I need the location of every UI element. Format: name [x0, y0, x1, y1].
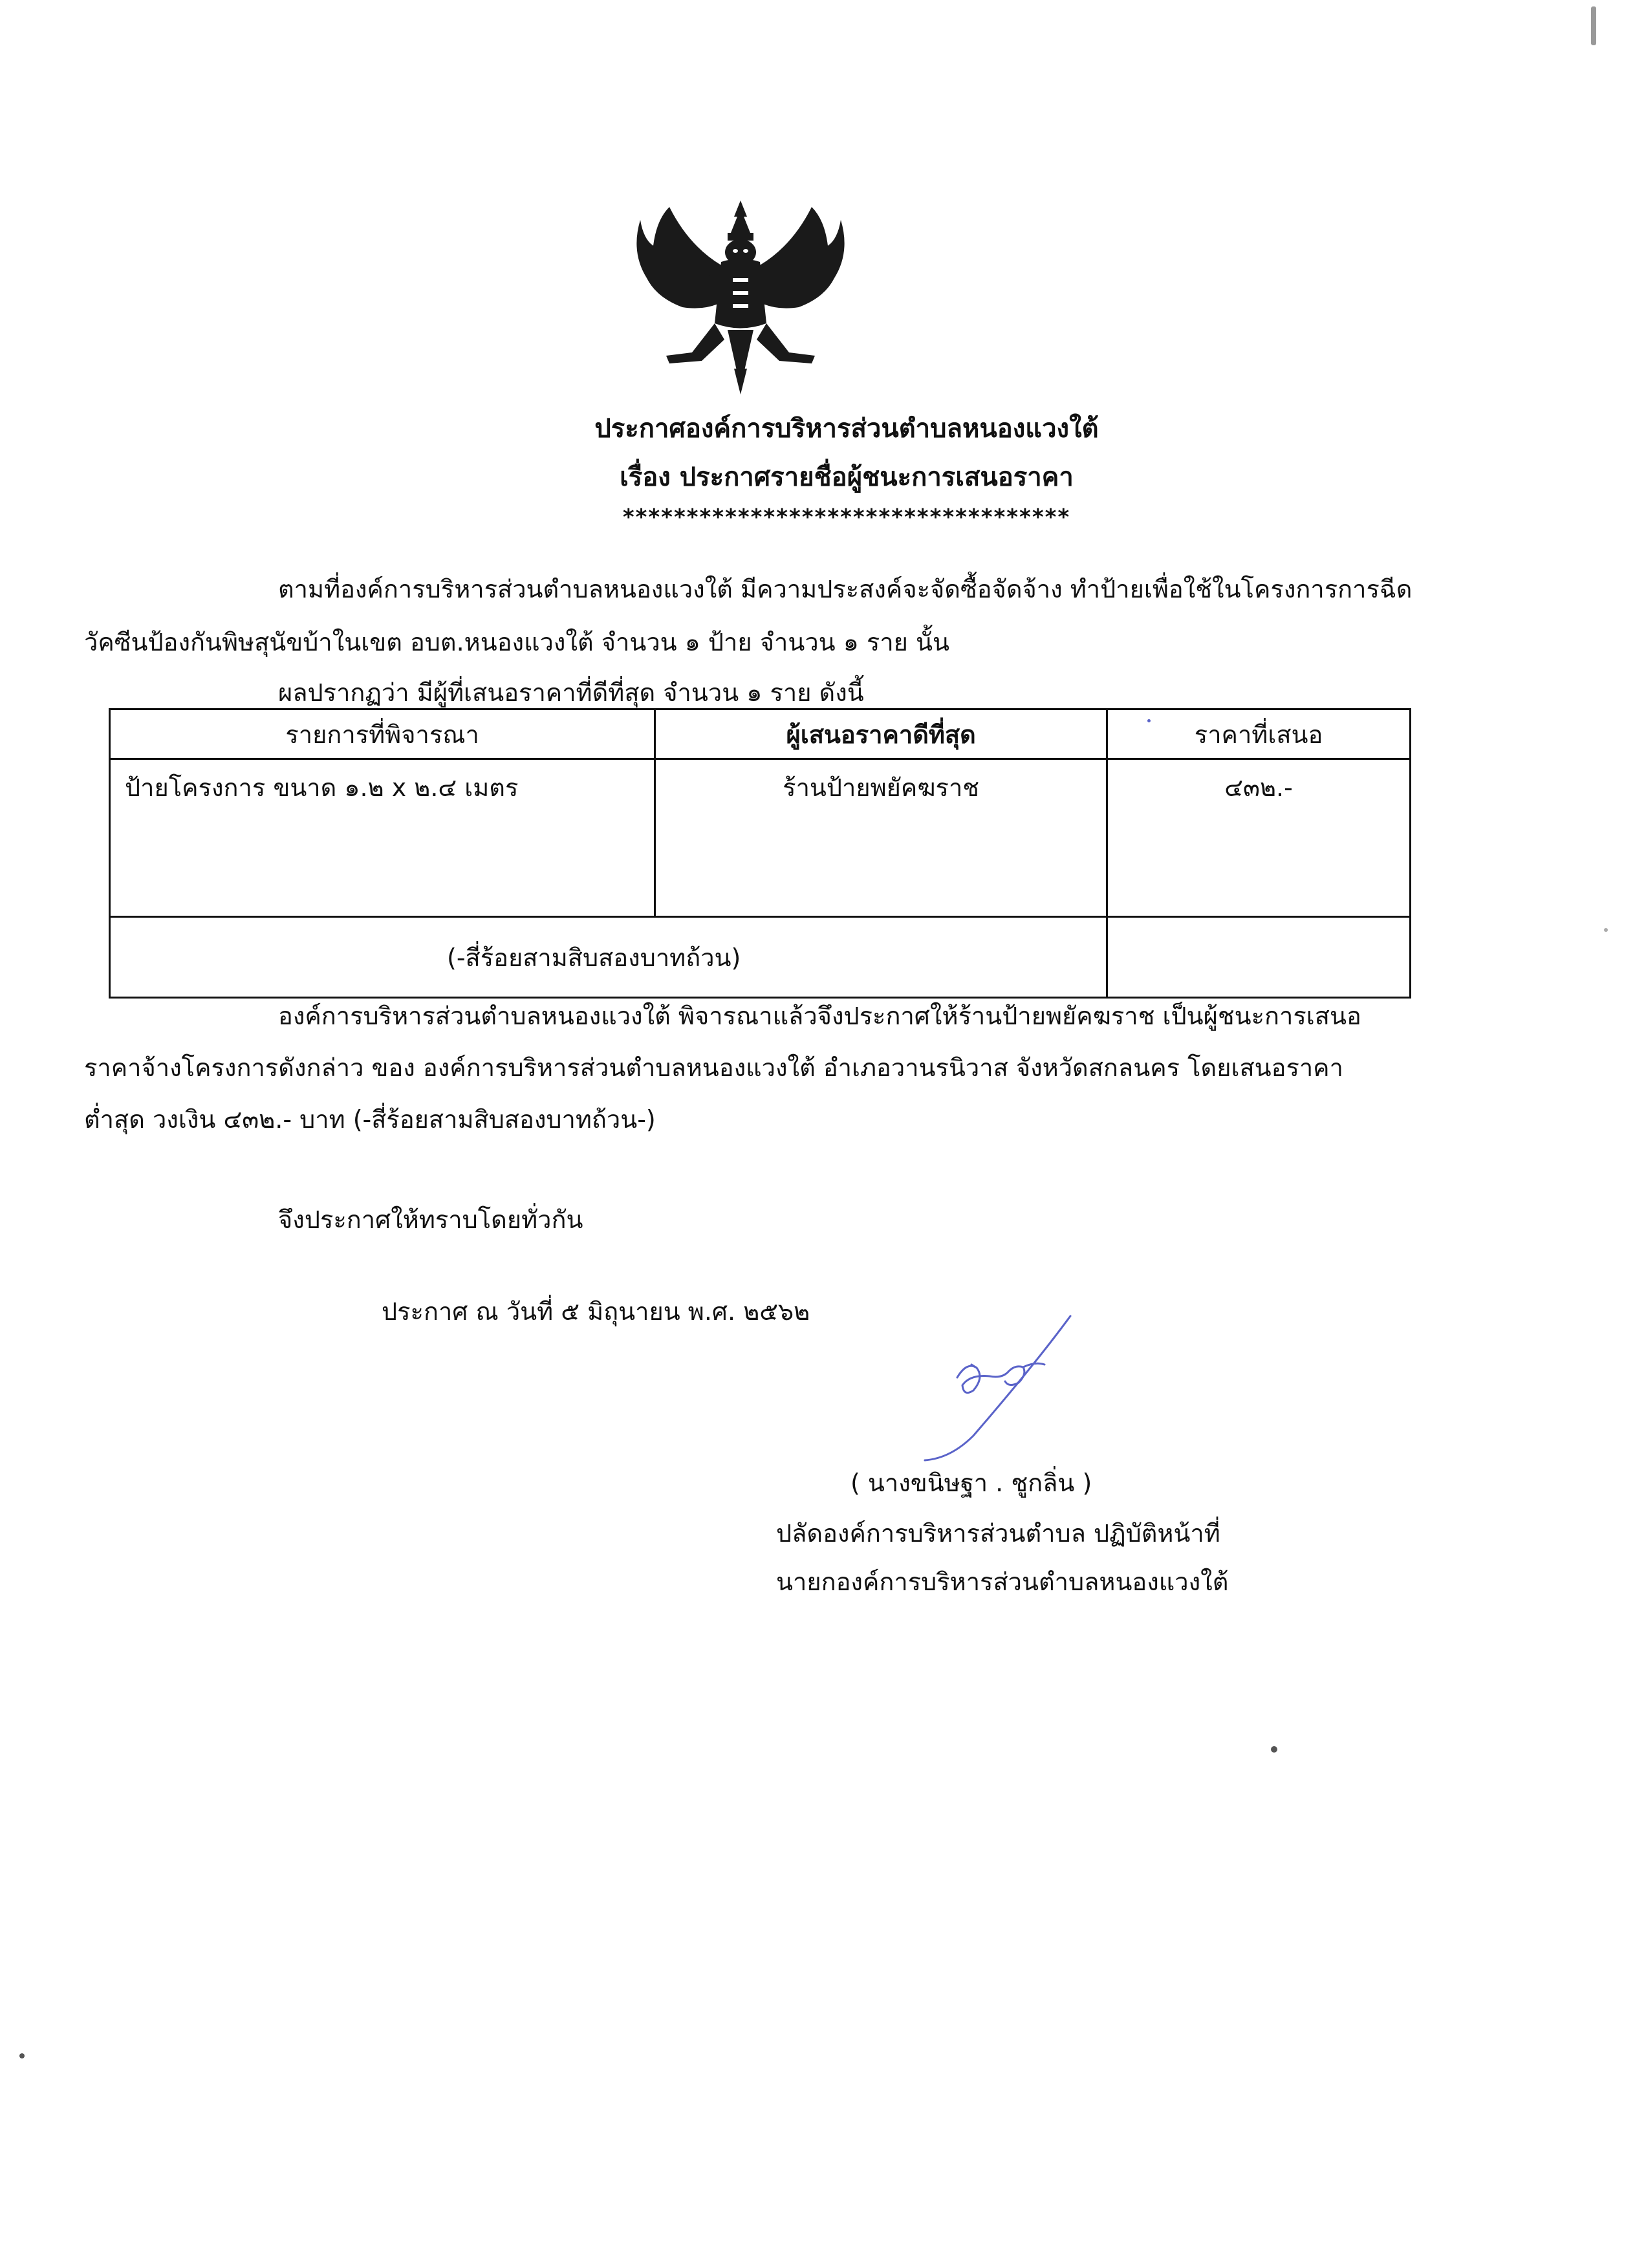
handwritten-signature [912, 1300, 1106, 1462]
total-empty-cell [1107, 917, 1411, 998]
scan-speck [1147, 719, 1151, 722]
table-total-row [110, 917, 1411, 998]
signer-name: ( นางขนิษฐา . ชูกลิ่น ) [850, 1469, 1092, 1497]
column-header-bidder: ผู้เสนอราคาดีที่สุด [655, 709, 1107, 759]
signer-position-line1: ปลัดองค์การบริหารส่วนตำบล ปฏิบัติหน้าที่ [776, 1519, 1220, 1548]
scan-edge-mark [1591, 6, 1596, 45]
conclusion-line3: ต่ำสุด วงเงิน ๔๓๒.- บาท (-สี่ร้อยสามสิบสองบาทถ้วน-) [84, 1105, 656, 1134]
scan-speck [19, 2053, 25, 2058]
bid-result-table [109, 708, 1411, 999]
price-cell: ๔๓๒.- [1107, 759, 1411, 917]
result-paragraph: ผลปรากฏว่า มีผู้ที่เสนอราคาที่ดีที่สุด จำนวน ๑ ราย ดังนี้ [278, 678, 864, 707]
item-cell: ป้ายโครงการ ขนาด ๑.๒ x ๒.๔ เมตร [110, 759, 655, 917]
column-header-price: ราคาที่เสนอ [1107, 709, 1411, 759]
announcement-subject: เรื่อง ประกาศรายชื่อผู้ชนะการเสนอราคา [620, 462, 1074, 492]
garuda-emblem [631, 194, 850, 401]
table-header-row [110, 709, 1411, 759]
conclusion-line1: องค์การบริหารส่วนตำบลหนองแวงใต้ พิจารณาแล้วจึงประกาศให้ร้านป้ายพยัคฆราช เป็นผู้ชนะการเสนอ [278, 1002, 1361, 1030]
conclusion-line2: ราคาจ้างโครงการดังกล่าว ของ องค์การบริหารส่วนตำบลหนองแวงใต้ อำเภอวานรนิวาส จังหวัดสกลนคร โดยเสนอราคา [84, 1053, 1343, 1082]
table-row [110, 759, 1411, 917]
announcement-statement: จึงประกาศให้ทราบโดยทั่วกัน [278, 1205, 583, 1234]
intro-paragraph-line1: ตามที่องค์การบริหารส่วนตำบลหนองแวงใต้ มีความประสงค์จะจัดซื้อจัดจ้าง ทำป้ายเพื่อใช้ในโครงการการฉีด [278, 575, 1413, 603]
announcement-date: ประกาศ ณ วันที่ ๕ มิถุนายน พ.ศ. ๒๕๖๒ [382, 1297, 810, 1326]
intro-paragraph-line2: วัคซีนป้องกันพิษสุนัขบ้าในเขต อบต.หนองแวงใต้ จำนวน ๑ ป้าย จำนวน ๑ ราย นั้น [84, 628, 949, 656]
bidder-cell: ร้านป้ายพยัคฆราช [655, 759, 1107, 917]
signer-position-line2: นายกองค์การบริหารส่วนตำบลหนองแวงใต้ [776, 1568, 1229, 1596]
scan-speck [1271, 1746, 1277, 1753]
scan-speck [1604, 928, 1608, 932]
total-text-cell: (-สี่ร้อยสามสิบสองบาทถ้วน) [110, 917, 1107, 998]
announcement-title: ประกาศองค์การบริหารส่วนตำบลหนองแวงใต้ [594, 414, 1099, 444]
title-separator: *********************************** [622, 504, 1071, 530]
column-header-item: รายการที่พิจารณา [110, 709, 655, 759]
